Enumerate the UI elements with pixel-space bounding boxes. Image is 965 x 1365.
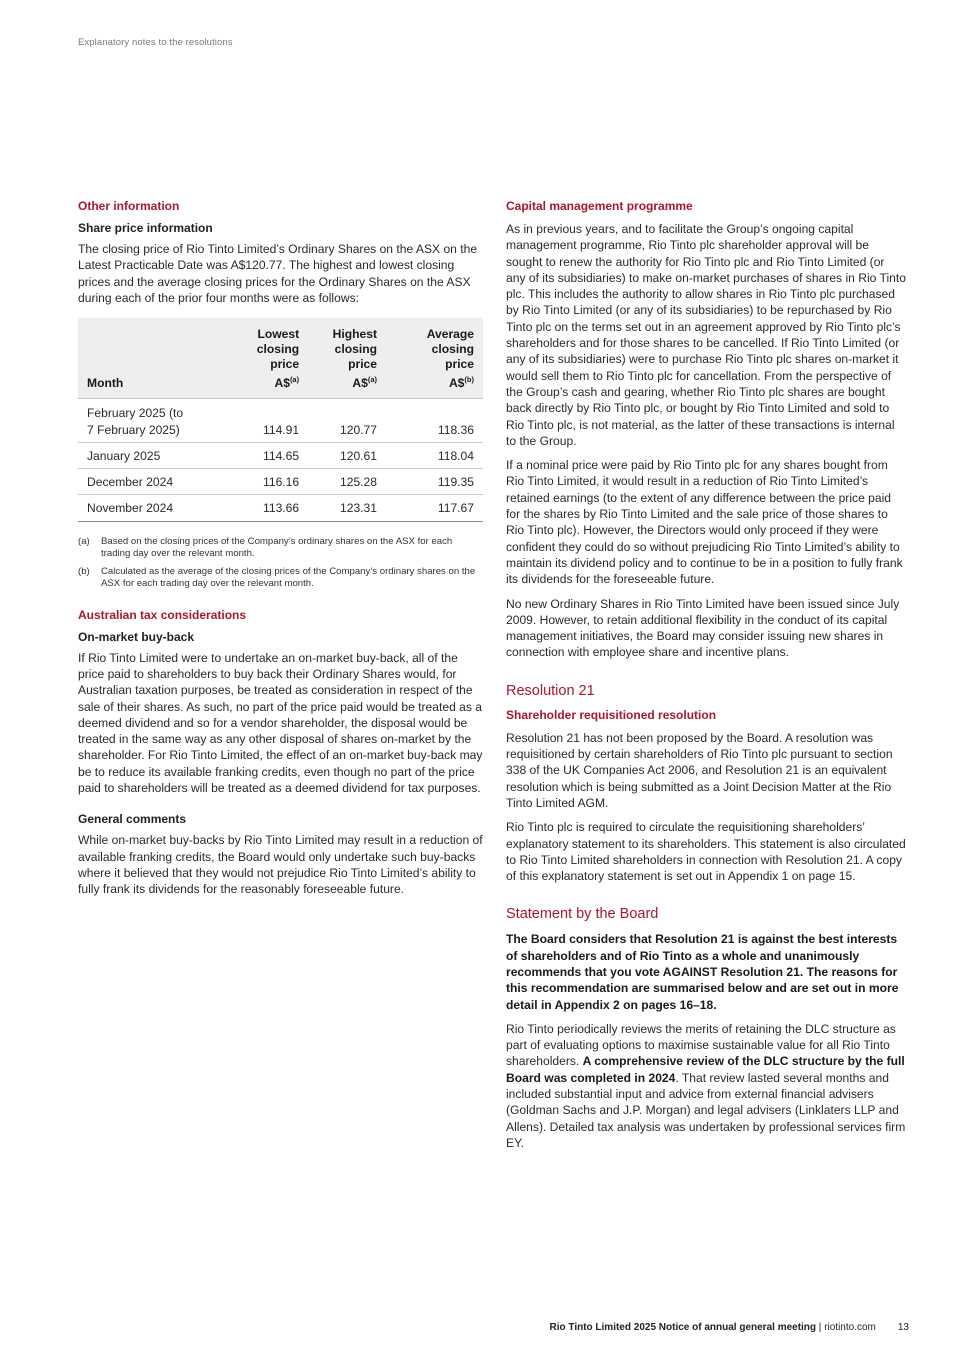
general-comments-paragraph: While on-market buy-backs by Rio Tinto Limited may result in a reduction of available franking credits, the Board would only undertake such buy-backs where it believed that they would not prejudice Rio Tinto Limited’s ability to fully frank its dividends for the reasonably foreseeable future. bbox=[78, 833, 483, 897]
highest-cell: 120.77 bbox=[308, 399, 386, 443]
resolution-paragraph-2: Rio Tinto plc is required to circulate the requisitioning shareholders’ explanatory statement to its shareholders. This statement is also circulated to Rio Tinto Limited shareholders in connection with Resolution 21. A copy of this explanatory statement is set out in Appendix 1 on page 15. bbox=[506, 820, 906, 884]
footer-website: riotinto.com bbox=[824, 1322, 876, 1333]
other-information-heading: Other information bbox=[78, 199, 180, 213]
board-recommendation-paragraph: The Board considers that Resolution 21 is against the best interests of shareholders and of Rio Tinto as a whole and unanimously recommends that you vote AGAINST Resolution 21. The reasons for this recommendation are summarised below and are set out in more detail in Appendix 2 on pages 16–18. bbox=[506, 932, 899, 1012]
table-header-row bbox=[78, 318, 483, 399]
table-footnotes bbox=[78, 536, 483, 591]
month-cell: December 2024 bbox=[78, 469, 233, 495]
lowest-cell: 114.91 bbox=[233, 399, 308, 443]
lowest-cell: 116.16 bbox=[233, 469, 308, 495]
average-cell: 118.04 bbox=[386, 442, 483, 468]
requisitioned-resolution-heading: Shareholder requisitioned resolution bbox=[506, 707, 717, 722]
buyback-paragraph: If Rio Tinto Limited were to undertake an on-market buy-back, all of the price paid to shareholders to buy back their Ordinary Shares would, for Australian taxation purposes, be treated as consideration in respect of the sale of their shares. As such, no part of the price paid would be treated as a deemed dividend and so for a vendor shareholder, the disposal would be treated in the same way as any other disposal of shares on-market by the shareholder. For Rio Tinto Limited, the effect of an on-market buy-back may be to reduce its available franking credits, even though no part of the price paid to shareholders will be treated as a deemed dividend for tax purposes. bbox=[78, 650, 483, 796]
highest-cell: 120.61 bbox=[308, 442, 386, 468]
capital-management-heading: Capital management programme bbox=[506, 199, 693, 213]
month-cell: November 2024 bbox=[78, 495, 233, 521]
page-number: 13 bbox=[897, 1322, 909, 1333]
general-comments-heading: General comments bbox=[78, 812, 187, 827]
dlc-review-emphasis: A comprehensive review of the DLC structure by the full Board was completed in 2024 bbox=[506, 1054, 905, 1085]
tax-considerations-heading: Australian tax considerations bbox=[78, 607, 247, 622]
table-row bbox=[78, 469, 483, 495]
capital-paragraph-2: If a nominal price were paid by Rio Tinto plc for any shares bought from Rio Tinto Limited, it would result in a reduction of Rio Tinto Limited’s retained earnings (to the extent of any difference between the price paid for the shares by Rio Tinto Limited and the sale price of those shares to Rio Tinto plc). However, the Directors would only proceed if they were confident they could do so without prejudicing Rio Tinto Limited’s ability to maintain its dividend policy and to continue to be in a position to fully frank its dividends for the foreseeable future. bbox=[506, 458, 903, 587]
month-column-header: Month bbox=[78, 318, 233, 399]
footer-separator: | bbox=[816, 1322, 825, 1333]
footnote-ref-b: (b) bbox=[464, 375, 474, 385]
footnote-a: (a) Based on the closing prices of the Company’s ordinary shares on the ASX for each trading day over the relevant month. bbox=[78, 535, 453, 560]
average-column-header: Average closing price A\$$^{(b)}$ bbox=[386, 318, 483, 399]
dlc-review-paragraph: Rio Tinto periodically reviews the merits of retaining the DLC structure as part of evaluating options to maximise sustainable value for all Rio Tinto shareholders. A comprehensive review of the DLC structure by the full Board was completed in 2024. That review lasted several months and included substantial input and advice from external financial advisers (Goldman Sachs and J.P. Morgan) and legal advisers (Linklaters LLP and Allens). Detailed tax analysis was undertaken by professional services firm EY. bbox=[506, 1021, 906, 1150]
capital-paragraph-1: As in previous years, and to facilitate the Group’s ongoing capital management programme, Rio Tinto plc shareholder approval will be sought to renew the authority for Rio Tinto plc and Rio Tinto Limited (or any of its subsidiaries) to make on-market purchases of shares in Rio Tinto plc. This includes the authority to allow shares in Rio Tinto plc purchased by Rio Tinto Limited (or any of its subsidiaries) to be repurchased by Rio Tinto plc on the terms set out in an agreement approved by Rio Tinto plc’s shareholders and for those shares to be cancelled. If Rio Tinto Limited (or any of its subsidiaries) were to purchase Rio Tinto plc shares on-market it would sell them to Rio Tinto plc for cancellation. From the perspective of the Group’s cash and gearing, whether Rio Tinto plc shares are bought back directly by Rio Tinto plc, or bought by Rio Tinto Limited and sold to Rio Tinto plc, is not material, as the latter of these transactions is internal to the Group. bbox=[506, 222, 906, 448]
lowest-cell: 113.66 bbox=[233, 495, 308, 521]
capital-paragraph-3: No new Ordinary Shares in Rio Tinto Limited have been issued since July 2009. However, to retain additional flexibility in the conduct of its capital management initiatives, the Board may consider issuing new shares in connection with employee share and incentive plans. bbox=[506, 596, 900, 660]
average-cell: 119.35 bbox=[386, 469, 483, 495]
month-cell: January 2025 bbox=[78, 442, 233, 468]
table-row bbox=[78, 495, 483, 521]
highest-cell: 125.28 bbox=[308, 469, 386, 495]
average-cell: 117.67 bbox=[386, 495, 483, 521]
right-column bbox=[506, 199, 906, 1159]
lowest-column-header: Lowest closing price A\$$^{(a)}$ bbox=[233, 318, 308, 399]
resolution-paragraph-1: Resolution 21 has not been proposed by the Board. A resolution was requisitioned by certain shareholders of Rio Tinto plc pursuant to section 338 of the UK Companies Act 2006, and Resolution 21 is an equivalent resolution which is being submitted as a Joint Decision Matter at the Rio Tinto Limited AGM. bbox=[506, 730, 893, 810]
table-row bbox=[78, 442, 483, 468]
footnote-ref-a: (a) bbox=[289, 375, 300, 385]
share-price-paragraph: The closing price of Rio Tinto Limited’s Ordinary Shares on the ASX on the Latest Practicable Date was A$120.77. The highest and lowest closing prices and the average closing prices for the Ordinary Shares on the ASX during each of the prior four months were as follows: bbox=[78, 242, 478, 305]
footnote-b: (b) Calculated as the average of the closing prices of the Company’s ordinary shares on the ASX for each trading day over the relevant month. bbox=[78, 565, 476, 590]
share-price-heading: Share price information bbox=[78, 221, 213, 235]
average-cell: 118.36 bbox=[386, 399, 483, 443]
page-footer bbox=[550, 1322, 910, 1333]
statement-by-board-title: Statement by the Board bbox=[506, 906, 659, 923]
month-cell: February 2025 (to 7 February 2025) bbox=[78, 399, 233, 443]
left-column bbox=[78, 199, 483, 906]
highest-column-header: Highest closing price A\$$^{(a)}$ bbox=[308, 318, 386, 399]
share-price-table bbox=[78, 318, 483, 522]
footer-document-title: Rio Tinto Limited 2025 Notice of annual general meeting bbox=[549, 1322, 817, 1333]
on-market-buyback-heading: On-market buy-back bbox=[78, 629, 195, 644]
lowest-cell: 114.65 bbox=[233, 442, 308, 468]
running-header: Explanatory notes to the resolutions bbox=[78, 37, 233, 48]
resolution-21-title: Resolution 21 bbox=[506, 682, 595, 699]
table-row bbox=[78, 399, 483, 443]
highest-cell: 123.31 bbox=[308, 495, 386, 521]
footnote-ref-a: (a) bbox=[367, 375, 377, 385]
